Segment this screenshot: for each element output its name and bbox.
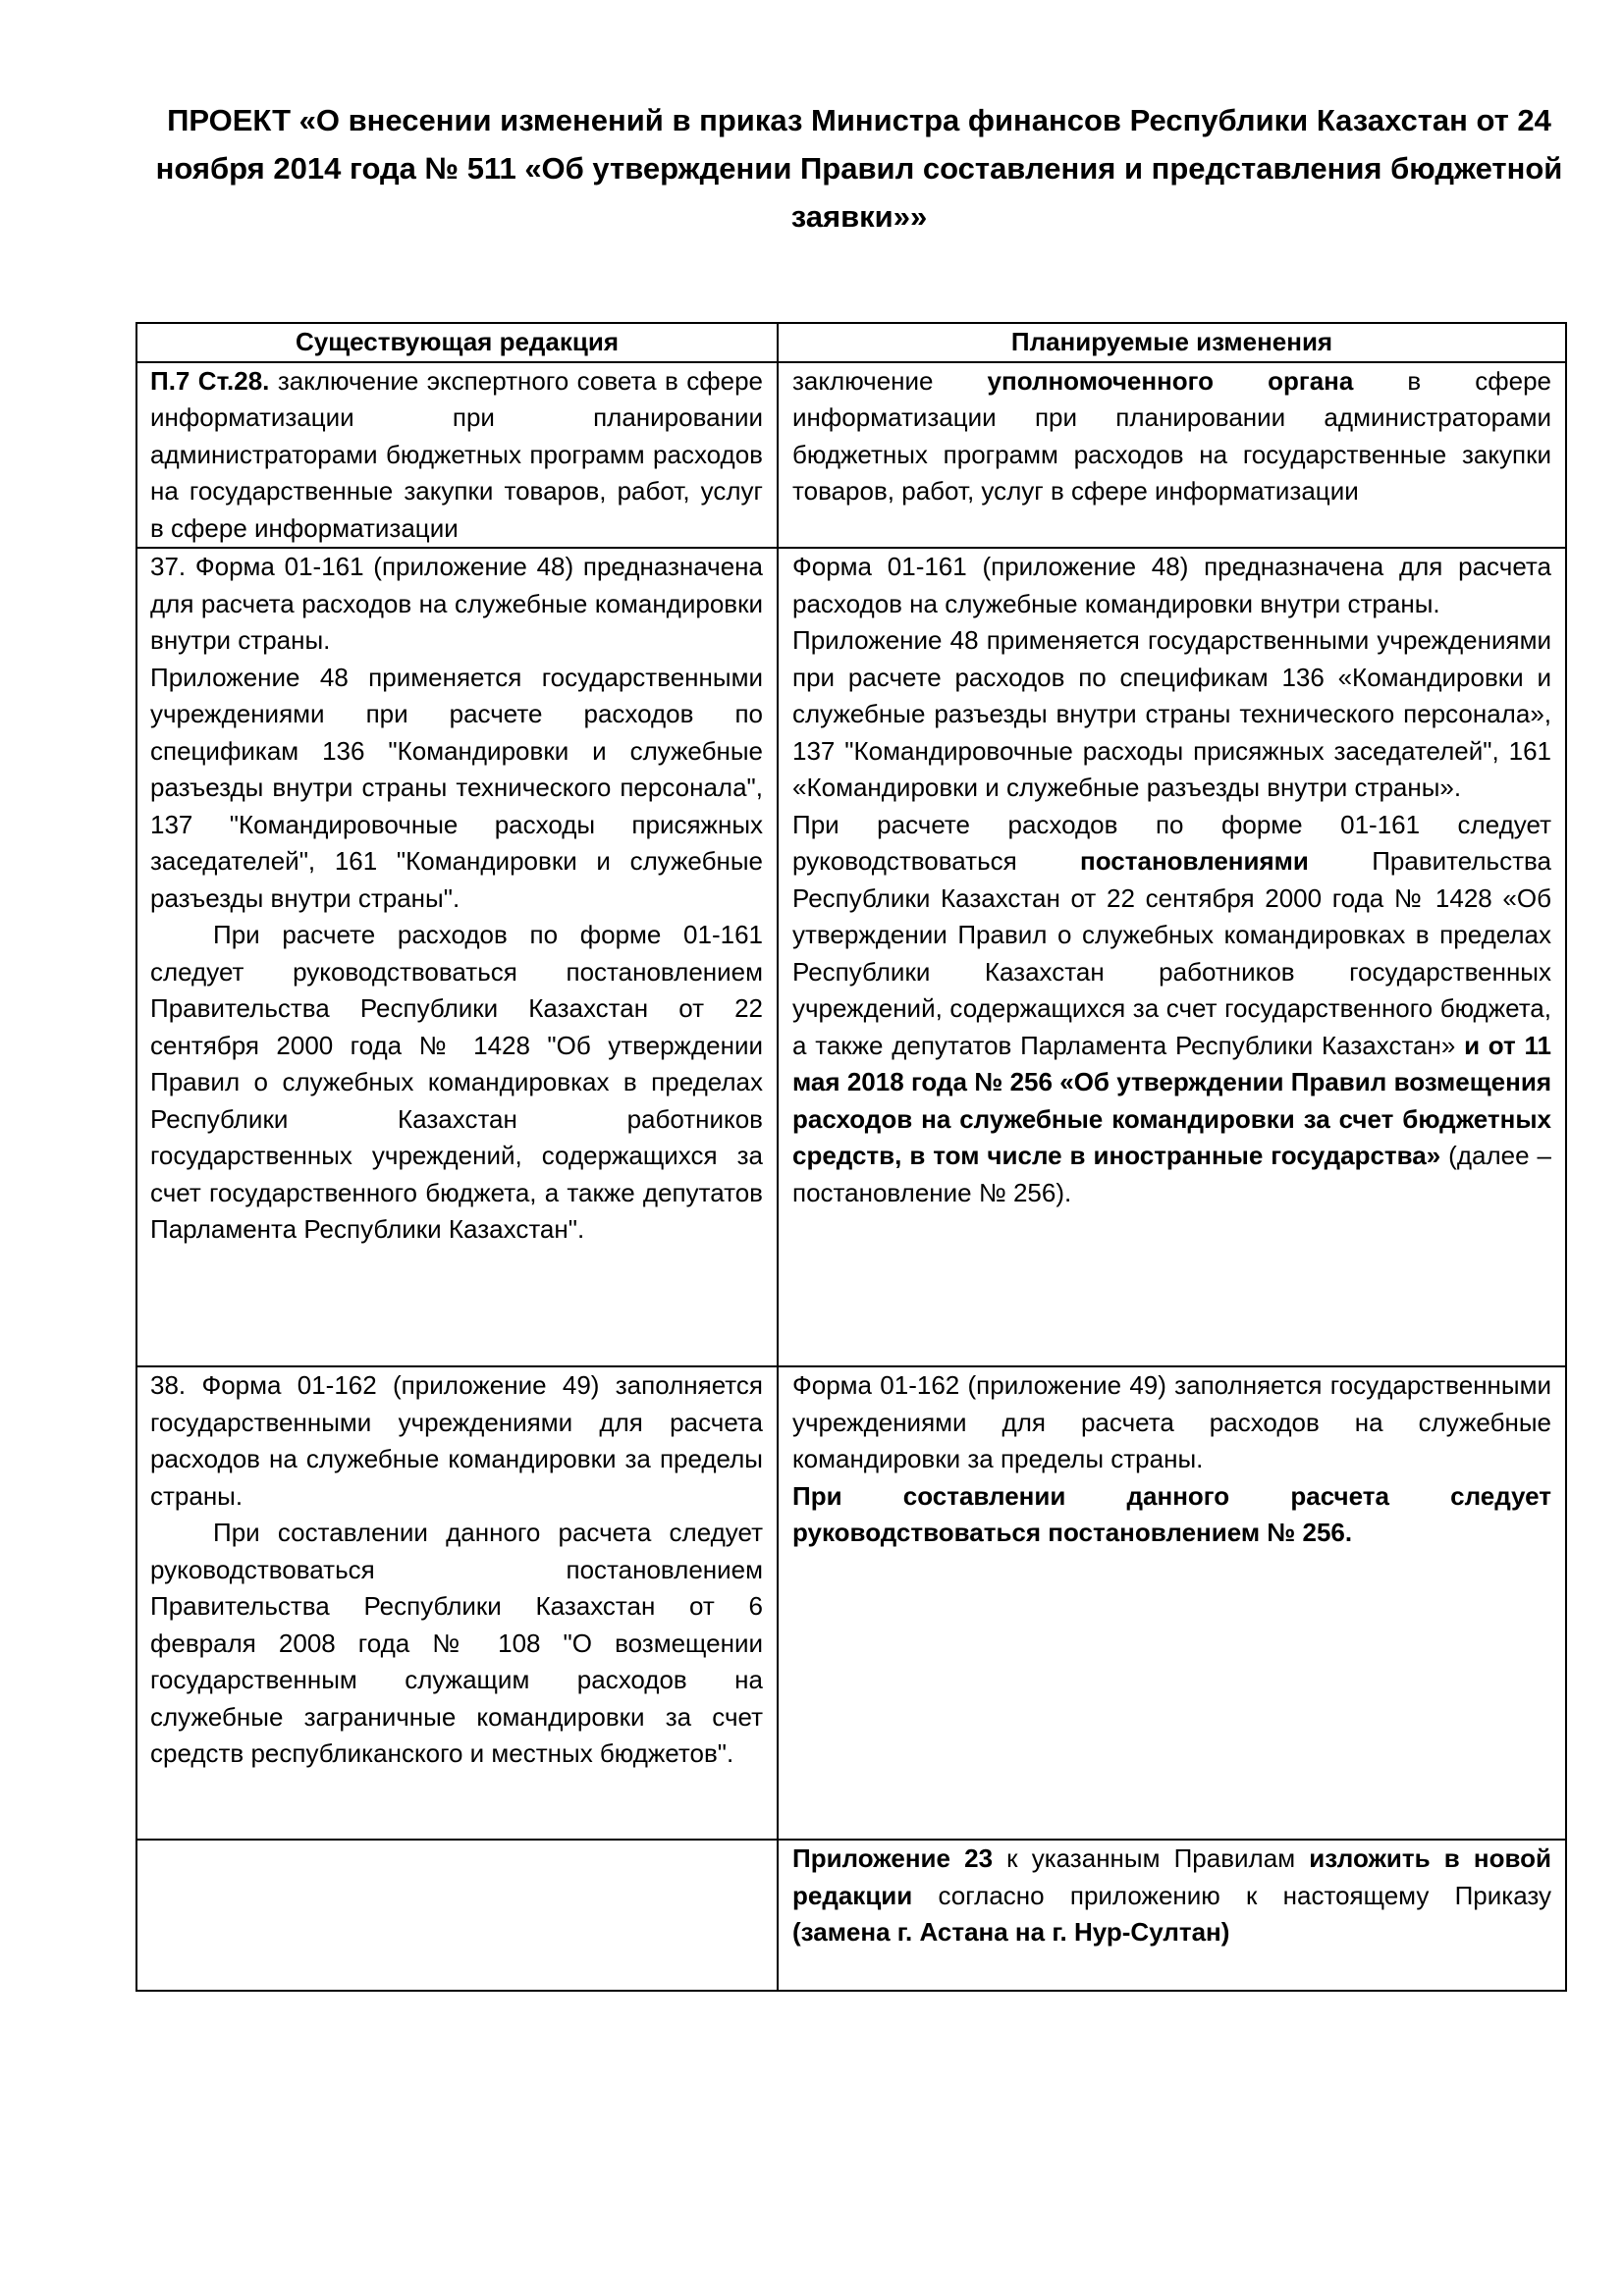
- row2-planned-para-3: [792, 807, 1551, 1212]
- row4-planned-text-b: к указанным Правилам: [993, 1843, 1310, 1873]
- row2-current-para-1: 37. Форма 01-161 (приложение 48) предназначена для расчета расходов на служебные командировки внутри страны.: [150, 552, 763, 655]
- row3-planned-para-2: [792, 1478, 1551, 1552]
- row3-planned-emphasis: При составлении данного расчета следует руководствоваться постановлением № 256.: [792, 1480, 1551, 1547]
- row1-reference: П.7 Ст.28.: [150, 365, 270, 396]
- row3-planned-cell: [778, 1366, 1566, 1840]
- row4-planned-text-d: согласно приложению к настоящему Приказу: [912, 1880, 1551, 1910]
- row1-planned-emphasis: уполномоченного органа: [987, 365, 1354, 396]
- row3-planned-para-1: Форма 01-162 (приложение 49) заполняется государственными учреждениями для расчета расходов на служебные командировки за пределы страны.: [792, 1370, 1551, 1473]
- table-row: [136, 1840, 1566, 1991]
- row4-current-cell-empty: [136, 1840, 778, 1991]
- table-row: [136, 1366, 1566, 1840]
- table-row: [136, 548, 1566, 1366]
- row2-planned-emphasis-1: постановлениями: [1080, 846, 1309, 876]
- header-current-edition: Существующая редакция: [136, 323, 778, 362]
- row2-planned-text-c: Правительства Республики Казахстан от 22 сентября 2000 года № 1428 «Об утверждении Правил о служебных командировках в пределах Республики Казахстан работников государственных учреждений, содержащихся за счет государственного бюджета, а также депутатов Парламента Республики Казахстан»: [792, 846, 1551, 1060]
- row2-current-cell: [136, 548, 778, 1366]
- row4-planned-emphasis-3: (замена г. Астана на г. Нур-Султан): [792, 1917, 1230, 1947]
- row2-planned-cell: [778, 548, 1566, 1366]
- row3-current-para-1: 38. Форма 01-162 (приложение 49) заполняется государственными учреждениями для расчета расходов на служебные командировки за пределы страны.: [150, 1370, 763, 1511]
- table-header-row: [136, 323, 1566, 362]
- row1-planned-text-c: в сфере информатизации при планировании администраторами бюджетных программ расходов на государственные закупки товаров, работ, услуг в сфере информатизации: [792, 365, 1551, 506]
- comparison-table: [135, 322, 1567, 1992]
- row4-planned-emphasis-1: Приложение 23: [792, 1843, 994, 1873]
- row2-planned-para-2: Приложение 48 применяется государственными учреждениями при расчете расходов по спецификам 136 «Командировки и служебные разъезды внутри страны технического персонала», 137 "Командировочные расходы присяжных заседателей", 161 «Командировки и служебные разъезды внутри страны».: [792, 625, 1551, 802]
- row4-planned-emphasis-2: изложить в новой редакции: [792, 1843, 1551, 1910]
- row1-planned-cell: [778, 362, 1566, 549]
- row3-current-cell: [136, 1366, 778, 1840]
- row1-current-text: заключение экспертного совета в сфере информатизации при планировании администраторами бюджетных программ расходов на государственные закупки товаров, работ, услуг в сфере информатизации: [150, 365, 763, 543]
- row2-planned-emphasis-2: и от 11 мая 2018 года № 256 «Об утверждении Правил возмещения расходов на служебные командировки за счет бюджетных средств, в том числе в иностранные государства»: [792, 1030, 1552, 1170]
- row4-planned-cell: [778, 1840, 1566, 1991]
- document-title: ПРОЕКТ «О внесении изменений в приказ Министра финансов Республики Казахстан от 24 ноября 2014 года № 511 «Об утверждении Правил составления и представления бюджетной заявки»»: [155, 103, 1563, 234]
- row1-current-cell: [136, 362, 778, 549]
- row2-planned-para-1: Форма 01-161 (приложение 48) предназначена для расчета расходов на служебные командировки внутри страны.: [792, 552, 1551, 618]
- row2-planned-text-a: При расчете расходов по форме 01-161 следует руководствоваться: [792, 809, 1551, 876]
- row2-planned-text-e: (далее – постановление № 256).: [792, 1141, 1551, 1207]
- row1-planned-text-a: заключение: [792, 365, 988, 396]
- header-planned-changes: Планируемые изменения: [778, 323, 1566, 362]
- row3-current-para-2: При составлении данного расчета следует руководствоваться постановлением Правительства Республики Казахстан от 6 февраля 2008 года № 108 "О возмещении государственным служащим расходов на служебные заграничные командировки за счет средств республиканского и местных бюджетов".: [150, 1518, 763, 1768]
- row2-current-para-2: Приложение 48 применяется государственными учреждениями при расчете расходов по спецификам 136 "Командировки и служебные разъезды внутри страны технического персонала", 137 "Командировочные расходы присяжных заседателей", 161 "Командировки и служебные разъезды внутри страны".: [150, 662, 763, 913]
- table-row: [136, 362, 1566, 549]
- row2-current-para-3: При расчете расходов по форме 01-161 следует руководствоваться постановлением Правительства Республики Казахстан от 22 сентября 2000 года № 1428 "Об утверждении Правил о служебных командировках в пределах Республики Казахстан работников государственных учреждений, содержащихся за счет государственного бюджета, а также депутатов Парламента Республики Казахстан".: [150, 920, 763, 1244]
